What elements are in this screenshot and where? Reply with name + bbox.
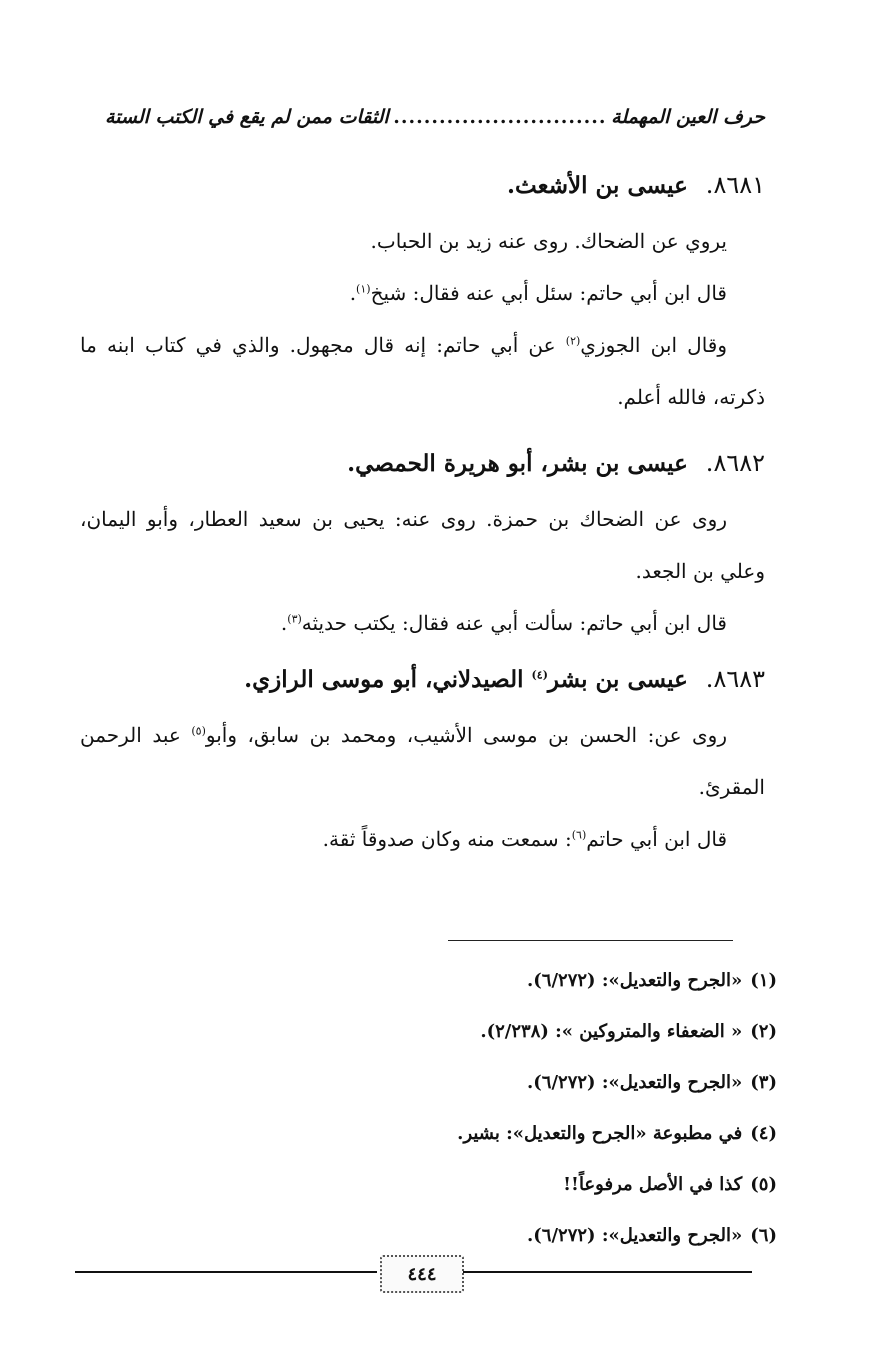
footnote-separator	[448, 940, 733, 941]
entry-title	[80, 155, 765, 215]
footnote-marker[interactable]: (١)	[356, 282, 371, 296]
footnote-text: « الضعفاء والمتروكين »: (٢/٢٣٨).	[480, 1021, 743, 1042]
footnote-marker[interactable]: (٦)	[571, 828, 587, 842]
entry-paragraph: قال ابن أبي حاتم: سئل أبي عنه فقال: شيخ$^{(١)}$.	[349, 281, 727, 305]
footnote-number: (٤)	[750, 1123, 777, 1144]
footer-rule-left	[75, 1271, 377, 1273]
entry-name: عيسى بن بشر$^{(٤)}$ الصيدلاني، أبو موسى الرازي.	[244, 665, 688, 693]
entry-paragraph: قال ابن أبي حاتم: سألت أبي عنه فقال: يكتب حديثه$^{(٣)}$.	[280, 611, 727, 635]
footnote	[200, 1210, 777, 1261]
footnote-number: (٦)	[750, 1225, 777, 1246]
entry-number: ٨٦٨١.	[705, 171, 765, 199]
entry-name: عيسى بن بشر، أبو هريرة الحمصي.	[347, 449, 688, 477]
footnote	[200, 1057, 777, 1108]
footnote	[200, 955, 777, 1006]
header-book-title: الثقات ممن لم يقع في الكتب الستة	[105, 106, 389, 128]
header-chapter-title: حرف العين المهملة	[611, 106, 765, 128]
footer-rule-right	[463, 1271, 752, 1273]
entry-paragraph: روى عن: الحسن بن موسى الأشيب، ومحمد بن سابق، وأبو$^{(٥)}$ عبد الرحمن المقرئ.	[80, 723, 765, 799]
entry-number: ٨٦٨٣.	[705, 665, 765, 693]
running-header	[105, 100, 765, 134]
footnote-text: «الجرح والتعديل»: (٦/٢٧٢).	[526, 1072, 743, 1093]
footnote-text: في مطبوعة «الجرح والتعديل»: بشير.	[457, 1123, 743, 1144]
entry-paragraph: يروي عن الضحاك. روى عنه زيد بن الحباب.	[370, 229, 727, 253]
footnote-marker[interactable]: (٤)	[531, 667, 548, 681]
footnote	[200, 1006, 777, 1057]
footnote-marker[interactable]: (٢)	[565, 334, 581, 348]
entry-title	[80, 433, 765, 493]
page-number: ٤٤٤	[380, 1255, 464, 1293]
footnote-text: «الجرح والتعديل»: (٦/٢٧٢).	[526, 1225, 743, 1246]
footnote	[200, 1108, 777, 1159]
body-text	[80, 155, 765, 865]
footnote-marker[interactable]: (٣)	[287, 612, 302, 626]
footnote	[200, 1159, 777, 1210]
entry-name: عيسى بن الأشعث.	[507, 171, 688, 199]
footnote-text: كذا في الأصل مرفوعاً!!	[563, 1174, 743, 1195]
footnote-text: «الجرح والتعديل»: (٦/٢٧٢).	[526, 970, 743, 991]
entry-paragraph: وقال ابن الجوزي$^{(٢)}$ عن أبي حاتم: إنه قال مجهول. والذي في كتاب ابنه ما ذكرته، فالله أعلم.	[80, 333, 765, 409]
page-footer	[75, 1255, 752, 1291]
footnote-marker[interactable]: (٥)	[191, 724, 206, 738]
footnote-number: (٥)	[750, 1174, 777, 1195]
footnote-number: (٣)	[750, 1072, 777, 1093]
entry-number: ٨٦٨٢.	[705, 449, 765, 477]
footnote-number: (١)	[750, 970, 777, 991]
header-leader-dots: ............................	[393, 106, 607, 128]
entry-paragraph: قال ابن أبي حاتم$^{(٦)}$: سمعت منه وكان صدوقاً ثقة.	[322, 827, 727, 851]
footnotes	[200, 955, 777, 1261]
entry-paragraph: روى عن الضحاك بن حمزة. روى عنه: يحيى بن سعيد العطار، وأبو اليمان، وعلي بن الجعد.	[80, 507, 765, 583]
footnote-number: (٢)	[750, 1021, 777, 1042]
entry-title	[80, 649, 765, 709]
